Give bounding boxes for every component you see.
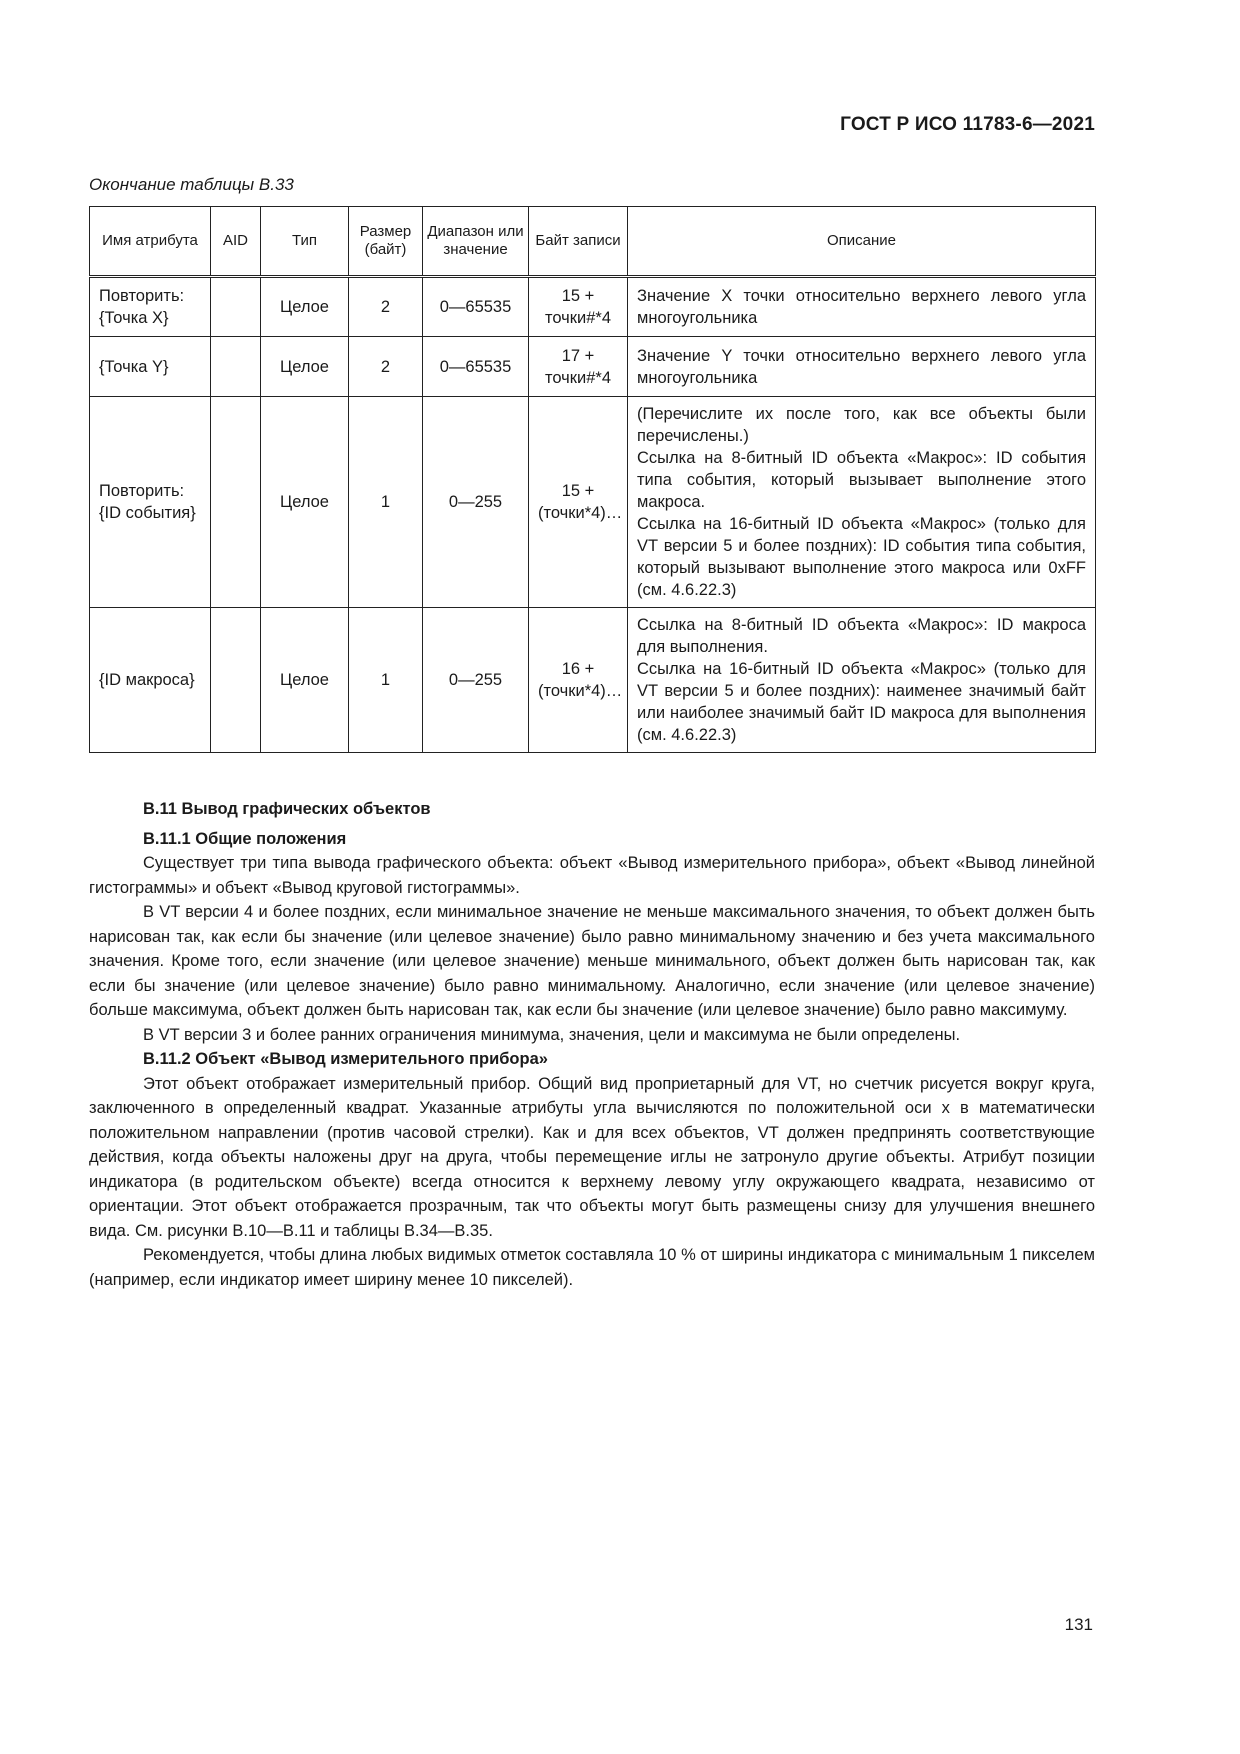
subsection-title: В.11.2 Объект «Вывод измерительного прибора» [143,1050,548,1068]
cell-description [628,277,1096,337]
paragraph: Рекомендуется, чтобы длина любых видимых отметок составляла 10 % от ширины индикатора с минимальным 1 пикселем (например, если индикатор имеет ширину менее 10 пикселей). [89,1246,1095,1289]
col-header-description: Описание [628,207,1096,277]
cell-type: Целое [261,337,349,397]
table-row [90,397,1096,608]
cell-name: Повторить: {ID события} [90,397,211,608]
cell-byte: 17 + точки#*4 [529,337,628,397]
cell-aid [211,277,261,337]
paragraph: В VT версии 4 и более поздних, если минимальное значение не меньше максимального значения, то объект должен быть нарисован так, как если бы значение (или целевое значение) было равно минимальному значению и без учета максимального значения. Кроме того, если значение (или целевое значение) меньше минимального, объект должен быть нарисован так, как если бы значение (или целевое значение) было равно минимальному. Аналогично, если значение (или целевое значение) больше максимума, объект должен быть нарисован так, как если бы значение (или целевое значение) было равно максимуму. [89,903,1095,1019]
cell-aid [211,608,261,753]
col-header-aid: AID [211,207,261,277]
cell-name: {Точка Y} [90,337,211,397]
cell-type: Целое [261,277,349,337]
cell-name: {ID макроса} [90,608,211,753]
col-header-size: Размер (байт) [349,207,423,277]
table-caption: Окончание таблицы В.33 [89,175,294,194]
cell-range: 0—255 [423,397,529,608]
col-header-type: Тип [261,207,349,277]
table-row [90,608,1096,753]
col-header-range: Диапазон или значение [423,207,529,277]
cell-description [628,337,1096,397]
standard-header: ГОСТ Р ИСО 11783-6—2021 [840,114,1095,135]
cell-size: 1 [349,397,423,608]
description-line: Значение X точки относительно верхнего левого угла многоугольника [637,287,1086,327]
cell-size: 2 [349,337,423,397]
cell-name: Повторить: {Точка X} [90,277,211,337]
cell-byte: 16 + (точки*4)… [529,608,628,753]
table-header-row [90,207,1096,277]
cell-aid [211,337,261,397]
cell-range: 0—65535 [423,277,529,337]
body-text [89,797,1095,1292]
subsection-title: В.11.1 Общие положения [143,829,347,848]
cell-aid [211,397,261,608]
table-row [90,277,1096,337]
cell-type: Целое [261,397,349,608]
description-line: Ссылка на 16-битный ID объекта «Макрос» (только для VT версии 5 и более поздних): ID события типа события, который вызывают выполнение этого макроса или 0xFF (см. 4.6.22.3) [637,515,1086,599]
cell-type: Целое [261,608,349,753]
cell-description [628,608,1096,753]
paragraph: Этот объект отображает измерительный прибор. Общий вид проприетарный для VT, но счетчик рисуется вокруг круга, заключенного в определенный квадрат. Указанные атрибуты угла вычисляются по положительной оси x в математически положительном направлении (против часовой стрелки). Как и для всех объектов, VT должен предпринять соответствующие действия, когда объекты наложены друг на друга, чтобы перемещение иглы не затронуло другие объекты. Атрибут позиции индикатора (в родительском объекте) всегда относится к верхнему левому углу окружающего квадрата, независимо от ориентации. Этот объект отображается прозрачным, так что объекты могут быть размещены снизу для улучшения внешнего вида. См. рисунки В.10—В.11 и таблицы В.34—В.35. [89,1074,1095,1240]
table-row [90,337,1096,397]
description-line: Ссылка на 8-битный ID объекта «Макрос»: ID события типа события, который вызывает выполнение этого макроса. [637,449,1086,511]
cell-size: 2 [349,277,423,337]
cell-range: 0—65535 [423,337,529,397]
description-line: Ссылка на 16-битный ID объекта «Макрос» (только для VT версии 5 и более поздних): наименее значимый байт или наиболее значимый байт ID макроса для выполнения (см. 4.6.22.3) [637,660,1086,744]
page-number: 131 [1064,1615,1093,1634]
cell-range: 0—255 [423,608,529,753]
attributes-table [89,206,1096,753]
cell-description [628,397,1096,608]
col-header-byte: Байт записи [529,207,628,277]
description-line: (Перечислите их после того, как все объекты были перечислены.) [637,405,1086,445]
description-line: Значение Y точки относительно верхнего левого угла многоугольника [637,346,1086,387]
description-line: Ссылка на 8-битный ID объекта «Макрос»: ID макроса для выполнения. [637,616,1086,656]
cell-byte: 15 + точки#*4 [529,277,628,337]
section-title: В.11 Вывод графических объектов [143,800,431,818]
col-header-name: Имя атрибута [90,207,211,277]
paragraph: Существует три типа вывода графического объекта: объект «Вывод измерительного прибора», объект «Вывод линейной гистограммы» и объект «Вывод круговой гистограммы». [89,854,1095,897]
cell-size: 1 [349,608,423,753]
cell-byte: 15 + (точки*4)… [529,397,628,608]
paragraph: В VT версии 3 и более ранних ограничения минимума, значения, цели и максимума не были определены. [143,1025,961,1044]
